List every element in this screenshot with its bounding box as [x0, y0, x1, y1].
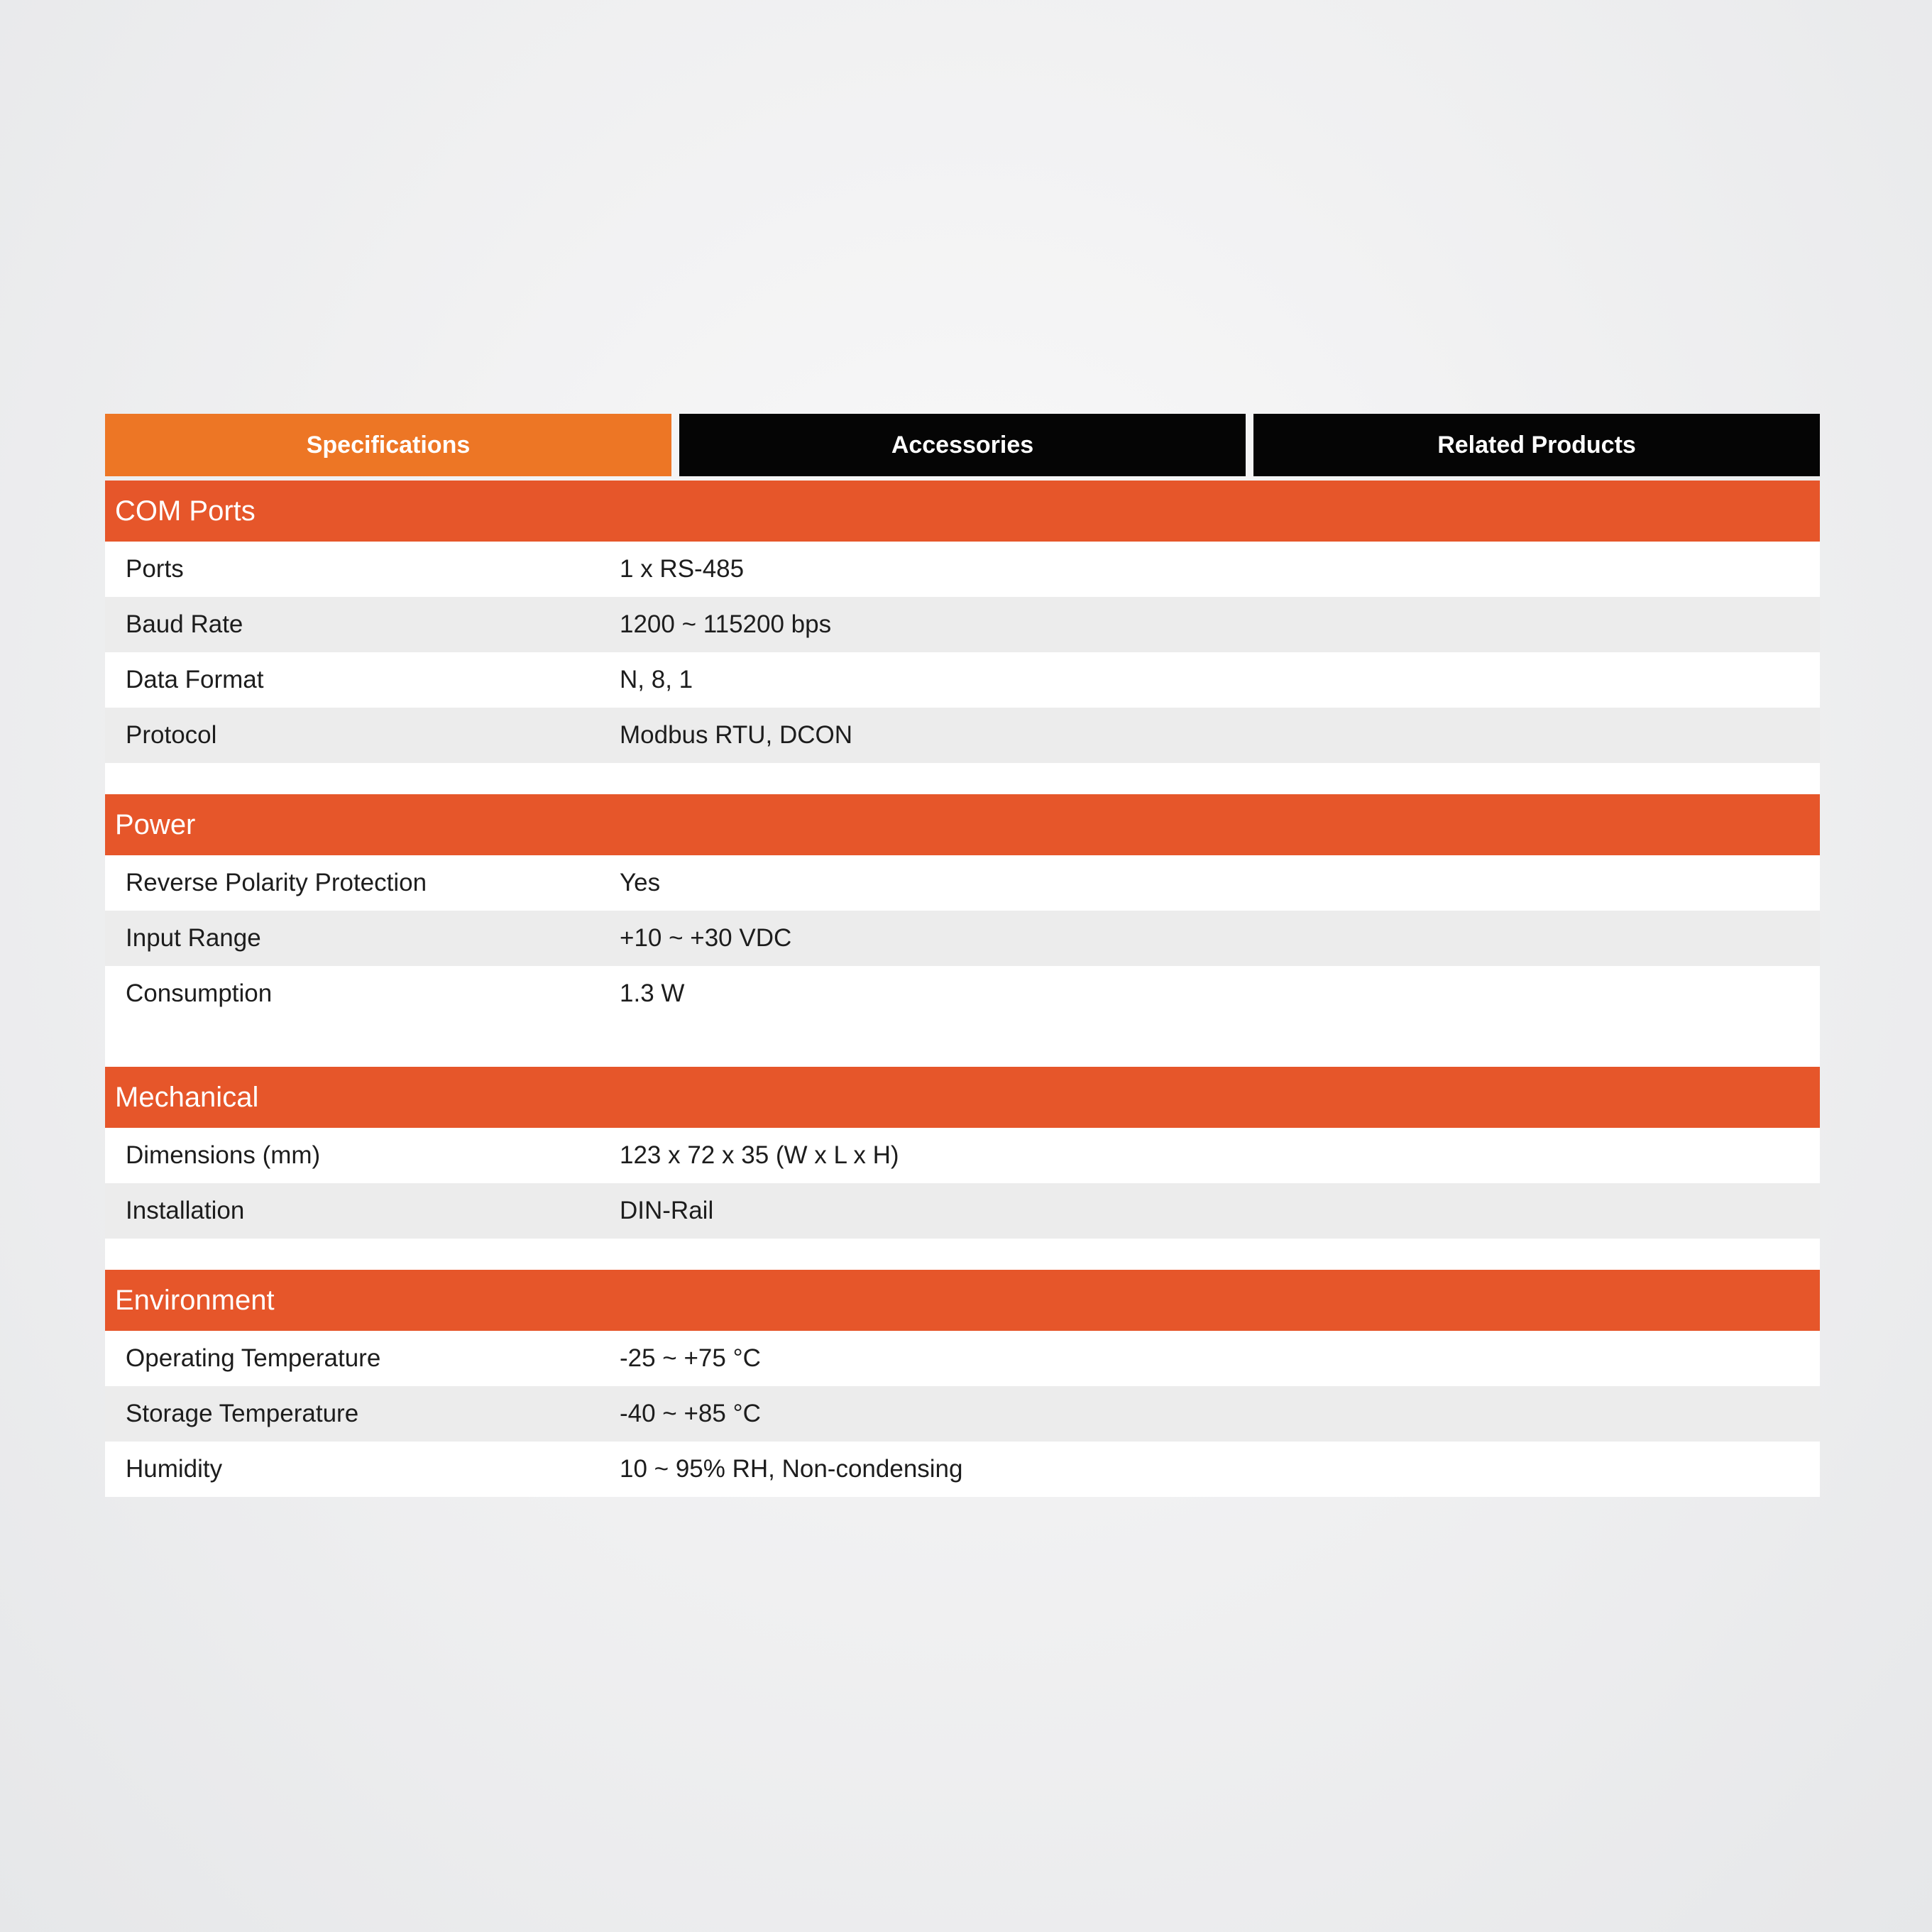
tab-bar	[105, 414, 1820, 476]
spec-row	[105, 1331, 1820, 1386]
section-header-environment: Environment	[105, 1270, 1820, 1331]
spec-label: Protocol	[126, 721, 217, 749]
spec-label: Input Range	[126, 924, 261, 952]
spec-label: Humidity	[126, 1455, 223, 1483]
spec-value: -25 ~ +75 °C	[620, 1344, 761, 1372]
spec-value: Yes	[620, 869, 661, 896]
section-header-mechanical: Mechanical	[105, 1067, 1820, 1128]
spec-value: N, 8, 1	[620, 666, 693, 693]
spec-label: Baud Rate	[126, 610, 243, 638]
section-header-com-ports: COM Ports	[105, 481, 1820, 542]
spec-label: Consumption	[126, 979, 273, 1007]
spec-row	[105, 1128, 1820, 1183]
spec-value: +10 ~ +30 VDC	[620, 924, 792, 952]
spec-row	[105, 1386, 1820, 1442]
spec-value: 1200 ~ 115200 bps	[620, 610, 832, 638]
tab-specifications[interactable]: Specifications	[105, 414, 671, 476]
spec-row	[105, 652, 1820, 708]
spec-value: -40 ~ +85 °C	[620, 1400, 761, 1427]
spec-row	[105, 1183, 1820, 1239]
spec-row	[105, 1442, 1820, 1497]
tab-accessories[interactable]: Accessories	[679, 414, 1246, 476]
spec-value: DIN-Rail	[620, 1197, 714, 1224]
spec-label: Data Format	[126, 666, 264, 693]
spec-value: 123 x 72 x 35 (W x L x H)	[620, 1141, 899, 1169]
spec-value: 10 ~ 95% RH, Non-condensing	[620, 1455, 963, 1483]
spec-label: Operating Temperature	[126, 1344, 381, 1372]
spec-value: 1 x RS-485	[620, 555, 745, 583]
spec-label: Installation	[126, 1197, 245, 1224]
section-spacer	[105, 1239, 1820, 1270]
section-power	[105, 794, 1820, 1067]
spec-value: 1.3 W	[620, 979, 685, 1007]
spec-row	[105, 855, 1820, 911]
spec-panel	[105, 414, 1820, 1497]
section-spacer	[105, 1021, 1820, 1067]
spec-row	[105, 966, 1820, 1021]
spec-row	[105, 542, 1820, 597]
section-mechanical	[105, 1067, 1820, 1270]
section-environment	[105, 1270, 1820, 1497]
spec-row	[105, 708, 1820, 763]
spec-row	[105, 597, 1820, 652]
section-spacer	[105, 763, 1820, 794]
section-com-ports	[105, 481, 1820, 794]
spec-label: Storage Temperature	[126, 1400, 359, 1427]
spec-value: Modbus RTU, DCON	[620, 721, 853, 749]
spec-row	[105, 911, 1820, 966]
section-header-power: Power	[105, 794, 1820, 855]
spec-label: Ports	[126, 555, 184, 583]
spec-label: Reverse Polarity Protection	[126, 869, 427, 896]
spec-label: Dimensions (mm)	[126, 1141, 321, 1169]
tab-related-products[interactable]: Related Products	[1253, 414, 1820, 476]
